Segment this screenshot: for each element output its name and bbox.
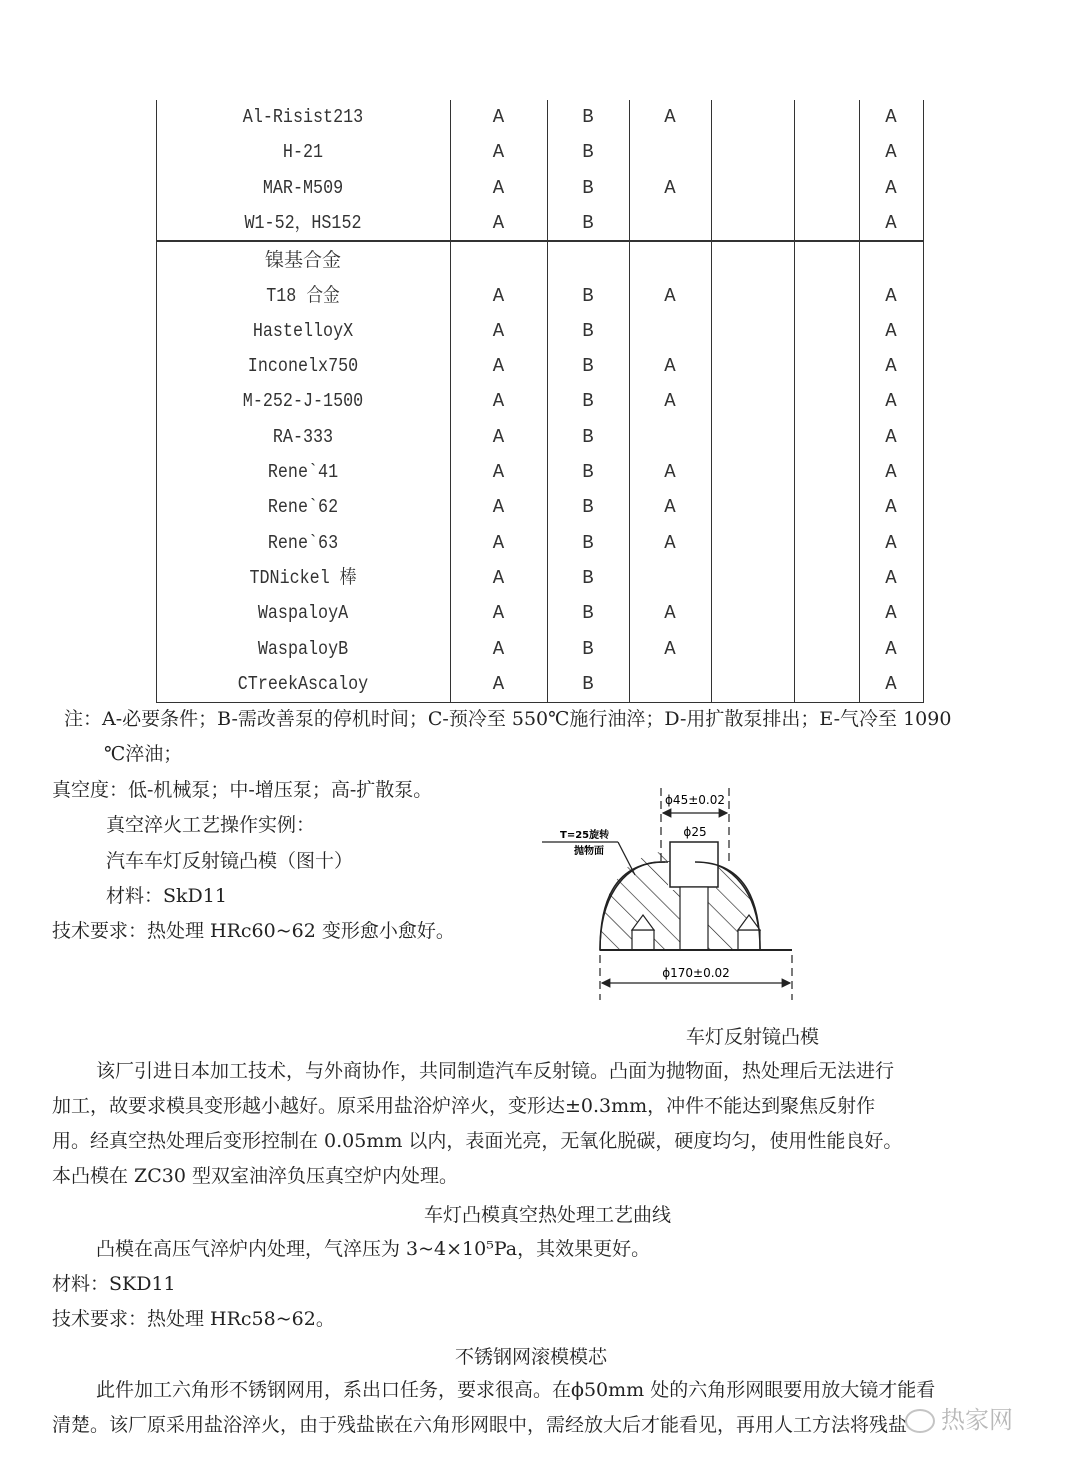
condition-cell: A [492, 531, 505, 554]
condition-cell: A [885, 211, 897, 234]
dim-bottom-label: ϕ170±0.02 [662, 966, 730, 980]
alloy-name-cell: Rene`63 [267, 531, 339, 554]
condition-cell: B [582, 566, 594, 589]
section2-material: 材料：SKD11 [52, 1273, 176, 1295]
condition-cell: A [492, 319, 505, 342]
drawing-svg [540, 780, 820, 1010]
condition-cell: A [664, 496, 676, 519]
condition-cell: A [885, 496, 897, 519]
condition-cell: A [492, 496, 505, 519]
condition-cell [711, 420, 794, 455]
condition-cell: A [492, 106, 505, 128]
condition-cell: A [885, 602, 897, 625]
mesh-roller-line1: 此件加工六角形不锈钢网用，系出口任务，要求很高。在ϕ50mm 处的六角形网眼要用放大镜才能看 [96, 1379, 936, 1401]
condition-cell [711, 384, 794, 419]
condition-cell [711, 100, 794, 135]
table-row [156, 279, 924, 314]
condition-cell [629, 314, 711, 349]
condition-cell [794, 667, 859, 702]
condition-cell [794, 206, 859, 241]
paragraph-reflector [52, 1054, 1042, 1194]
condition-cell [629, 206, 711, 241]
condition-cell: A [492, 176, 505, 199]
alloy-name-cell: Al-Risist213 [242, 106, 364, 128]
condition-cell [450, 243, 547, 278]
condition-cell: A [492, 602, 505, 625]
condition-cell: A [492, 284, 505, 307]
condition-cell: A [664, 106, 676, 128]
vacuum-note: 真空度：低-机械泵；中-增压泵；高-扩散泵。 [52, 779, 433, 801]
condition-cell: A [492, 672, 505, 695]
condition-cell: A [885, 355, 897, 378]
table-row [156, 243, 924, 278]
alloy-name-cell: Inconelx750 [247, 355, 359, 378]
condition-cell: B [582, 425, 594, 448]
condition-cell: B [582, 461, 594, 483]
condition-cell: A [885, 390, 897, 413]
pin-block [670, 842, 718, 887]
gas-quench-note: 凸模在高压气淬炉内处理，气淬压为 3~4×10⁵Pa，其效果更好。 [96, 1238, 651, 1260]
condition-cell: A [885, 176, 897, 199]
condition-cell: A [664, 602, 676, 625]
alloy-name-cell: Rene`41 [267, 461, 339, 483]
condition-cell: A [885, 461, 897, 483]
table-row [156, 526, 924, 561]
alloy-name-cell: W1-52，HS152 [244, 211, 362, 234]
condition-cell: B [582, 672, 594, 695]
condition-cell [711, 526, 794, 561]
condition-cell: A [664, 637, 676, 660]
alloy-name-cell: WaspaloyA [257, 602, 349, 625]
condition-cell [711, 171, 794, 206]
table-row [156, 349, 924, 384]
condition-cell [794, 349, 859, 384]
condition-cell: A [492, 355, 505, 378]
alloy-name-cell: H-21 [282, 141, 324, 164]
table-row [156, 100, 924, 135]
condition-cell [711, 667, 794, 702]
condition-cell: A [885, 531, 897, 554]
paragraph-line: 本凸模在 ZC30 型双室油淬负压真空炉内处理。 [52, 1165, 458, 1187]
paragraph-line: 用。经真空热处理后变形控制在 0.05mm 以内，表面光亮，无氧化脱碳，硬度均匀，使用性能良好。 [52, 1130, 903, 1152]
table-row [156, 314, 924, 349]
alloy-name-cell: CTreekAscaloy [237, 672, 369, 695]
condition-cell [794, 384, 859, 419]
dim-top-label: ϕ45±0.02 [665, 793, 725, 807]
condition-cell [794, 314, 859, 349]
condition-cell: A [885, 566, 897, 589]
watermark [905, 1400, 1013, 1435]
condition-cell: B [582, 211, 594, 234]
example-part: 汽车车灯反射镜凸模（图十） [106, 850, 354, 872]
condition-cell [629, 420, 711, 455]
condition-cell [711, 279, 794, 314]
condition-cell: A [664, 176, 676, 199]
condition-cell: B [582, 176, 594, 199]
table-row [156, 384, 924, 419]
center-hole [680, 887, 708, 950]
condition-cell: A [664, 461, 676, 483]
condition-cell: A [885, 106, 897, 128]
table-row [156, 455, 924, 490]
alloy-name-cell: WaspaloyB [257, 637, 349, 660]
paragraph-line: 该厂引进日本加工技术，与外商协作，共同制造汽车反射镜。凸面为抛物面，热处理后无法进行 [96, 1060, 895, 1082]
mesh-roller-line2: 清楚。该厂原采用盐浴淬火，由于残盐嵌在六角形网眼中，需经放大后才能看见，再用人工方法将残盐 [52, 1414, 908, 1436]
condition-cell [629, 667, 711, 702]
wechat-icon [905, 1409, 935, 1433]
condition-cell [794, 279, 859, 314]
table-row [156, 632, 924, 667]
table-note-line2: ℃淬油； [104, 743, 183, 765]
table-row [156, 596, 924, 631]
condition-cell [629, 561, 711, 596]
paragraph-line: 加工，故要求模具变形越小越好。原采用盐浴炉淬火，变形达±0.3mm，冲件不能达到聚焦反射作 [52, 1095, 876, 1117]
condition-cell: A [885, 284, 897, 307]
example-requirement: 技术要求：热处理 HRc60~62 变形愈小愈好。 [52, 920, 455, 942]
condition-cell [794, 420, 859, 455]
table-row [156, 561, 924, 596]
condition-cell [629, 243, 711, 278]
process-curve-title: 车灯凸模真空热处理工艺曲线 [424, 1204, 672, 1226]
table-row [156, 135, 924, 170]
table-row [156, 490, 924, 525]
table-row [156, 667, 924, 702]
table-row [156, 206, 924, 241]
condition-cell: B [582, 355, 594, 378]
condition-cell [711, 135, 794, 170]
section2-requirement: 技术要求：热处理 HRc58~62。 [52, 1308, 335, 1330]
condition-cell [629, 135, 711, 170]
alloy-name-cell: Rene`62 [267, 496, 339, 519]
alloy-name-cell: 镍基合金 [264, 249, 341, 272]
table-row [156, 171, 924, 206]
figure-caption: 车灯反射镜凸模 [686, 1026, 820, 1048]
condition-cell [794, 135, 859, 170]
example-heading: 真空淬火工艺操作实例： [106, 814, 316, 836]
condition-cell: B [582, 141, 594, 164]
condition-cell: A [664, 284, 676, 307]
condition-cell [711, 243, 794, 278]
condition-cell: A [492, 566, 505, 589]
condition-cell [794, 526, 859, 561]
condition-cell [711, 632, 794, 667]
condition-cell: A [885, 319, 897, 342]
reflector-punch-drawing [540, 780, 820, 1010]
condition-cell: B [582, 284, 594, 307]
condition-cell: A [664, 531, 676, 554]
condition-cell: A [492, 461, 505, 483]
alloy-name-cell: MAR-M509 [262, 176, 344, 199]
condition-cell: B [582, 106, 594, 128]
condition-cell: A [492, 425, 505, 448]
mesh-roller-title: 不锈钢网滚模模芯 [455, 1346, 608, 1368]
condition-cell [794, 171, 859, 206]
watermark-text: 热家网 [941, 1406, 1013, 1434]
condition-cell [711, 561, 794, 596]
alloy-name-cell: T18 合金 [266, 284, 340, 307]
condition-cell [794, 243, 859, 278]
table-row [156, 420, 924, 455]
condition-cell: B [582, 496, 594, 519]
condition-cell [711, 349, 794, 384]
condition-cell [794, 455, 859, 490]
condition-cell: A [885, 141, 897, 164]
condition-cell [794, 596, 859, 631]
condition-cell: B [582, 602, 594, 625]
alloy-name-cell: TDNickel 棒 [249, 566, 357, 589]
alloy-name-cell: RA-333 [272, 425, 334, 448]
condition-cell [711, 206, 794, 241]
condition-cell: A [492, 211, 505, 234]
condition-cell: B [582, 319, 594, 342]
condition-cell: A [664, 390, 676, 413]
condition-cell: A [885, 672, 897, 695]
condition-cell [711, 455, 794, 490]
condition-cell [794, 561, 859, 596]
alloy-quench-table [156, 100, 924, 703]
condition-cell: A [885, 637, 897, 660]
condition-cell: A [885, 425, 897, 448]
condition-cell [711, 596, 794, 631]
condition-cell: A [664, 355, 676, 378]
dim-inner-label: ϕ25 [683, 825, 707, 839]
condition-cell [794, 490, 859, 525]
alloy-name-cell: HastelloyX [252, 319, 354, 342]
condition-cell [711, 314, 794, 349]
condition-cell: B [582, 390, 594, 413]
leader-label-1: T=25旋转 [560, 830, 610, 841]
table-note-line1: 注：A-必要条件；B-需改善泵的停机时间；C-预冷至 550℃施行油淬；D-用扩散泵排出；E-气冷至 1090 [64, 708, 952, 730]
condition-cell: A [492, 637, 505, 660]
condition-cell: B [582, 531, 594, 554]
condition-cell [711, 490, 794, 525]
condition-cell [547, 243, 629, 278]
condition-cell: A [492, 390, 505, 413]
condition-cell [794, 100, 859, 135]
table-border-bottom [156, 702, 924, 703]
condition-cell: A [492, 141, 505, 164]
leader-label-2: 抛物面 [574, 846, 604, 857]
condition-cell [794, 632, 859, 667]
condition-cell [859, 243, 923, 278]
condition-cell: B [582, 637, 594, 660]
alloy-name-cell: M-252-J-1500 [242, 390, 364, 413]
example-material: 材料：SkD11 [106, 885, 227, 907]
